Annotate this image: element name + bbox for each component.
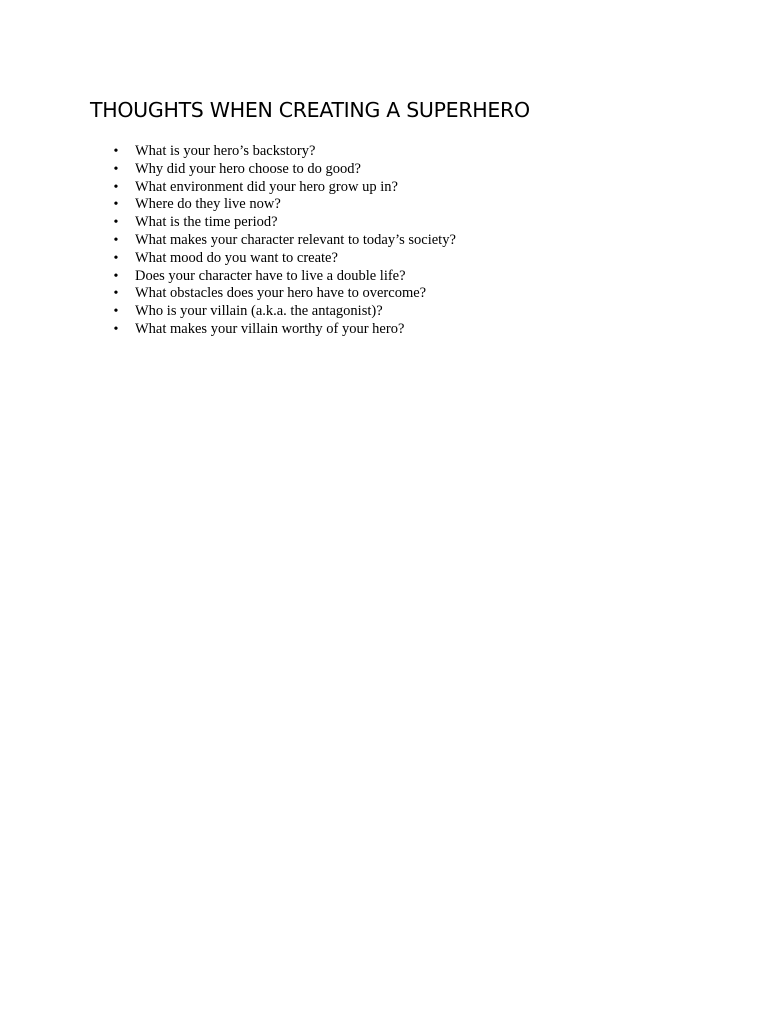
question-text: What makes your villain worthy of your hero? <box>135 320 405 337</box>
question-text: Where do they live now? <box>135 196 281 213</box>
bullet-icon: • <box>113 197 119 213</box>
bullet-icon: • <box>113 250 119 266</box>
list-item <box>112 143 456 161</box>
bullet-icon: • <box>113 304 119 320</box>
list-item <box>112 161 456 179</box>
bullet-icon: • <box>113 268 119 284</box>
bullet-icon: • <box>113 321 119 337</box>
question-text: Does your character have to live a double life? <box>135 267 406 284</box>
bullet-icon: • <box>113 144 119 159</box>
bullet-icon: • <box>113 286 119 302</box>
list-item <box>112 214 456 232</box>
list-item <box>112 179 456 197</box>
bullet-icon: • <box>113 161 119 177</box>
question-text: What environment did your hero grow up in? <box>135 178 398 195</box>
question-text: What mood do you want to create? <box>135 249 338 266</box>
bullet-icon: • <box>113 215 119 231</box>
bullet-icon: • <box>113 232 119 248</box>
list-item <box>112 321 456 339</box>
question-text: What is the time period? <box>135 214 278 231</box>
question-text: What is your hero’s backstory? <box>135 143 316 159</box>
list-item <box>112 268 456 286</box>
question-text: Why did your hero choose to do good? <box>135 160 361 177</box>
list-item <box>112 196 456 214</box>
question-text: Who is your villain (a.k.a. the antagonist)? <box>135 303 383 320</box>
page-title: THOUGHTS WHEN CREATING A SUPERHERO <box>90 98 530 122</box>
list-item <box>112 285 456 303</box>
list-item <box>112 250 456 268</box>
question-text: What obstacles does your hero have to overcome? <box>135 285 427 302</box>
list-item <box>112 303 456 321</box>
bullet-icon: • <box>113 179 119 195</box>
question-list <box>112 143 456 339</box>
question-text: What makes your character relevant to today’s society? <box>135 231 456 248</box>
list-item <box>112 232 456 250</box>
